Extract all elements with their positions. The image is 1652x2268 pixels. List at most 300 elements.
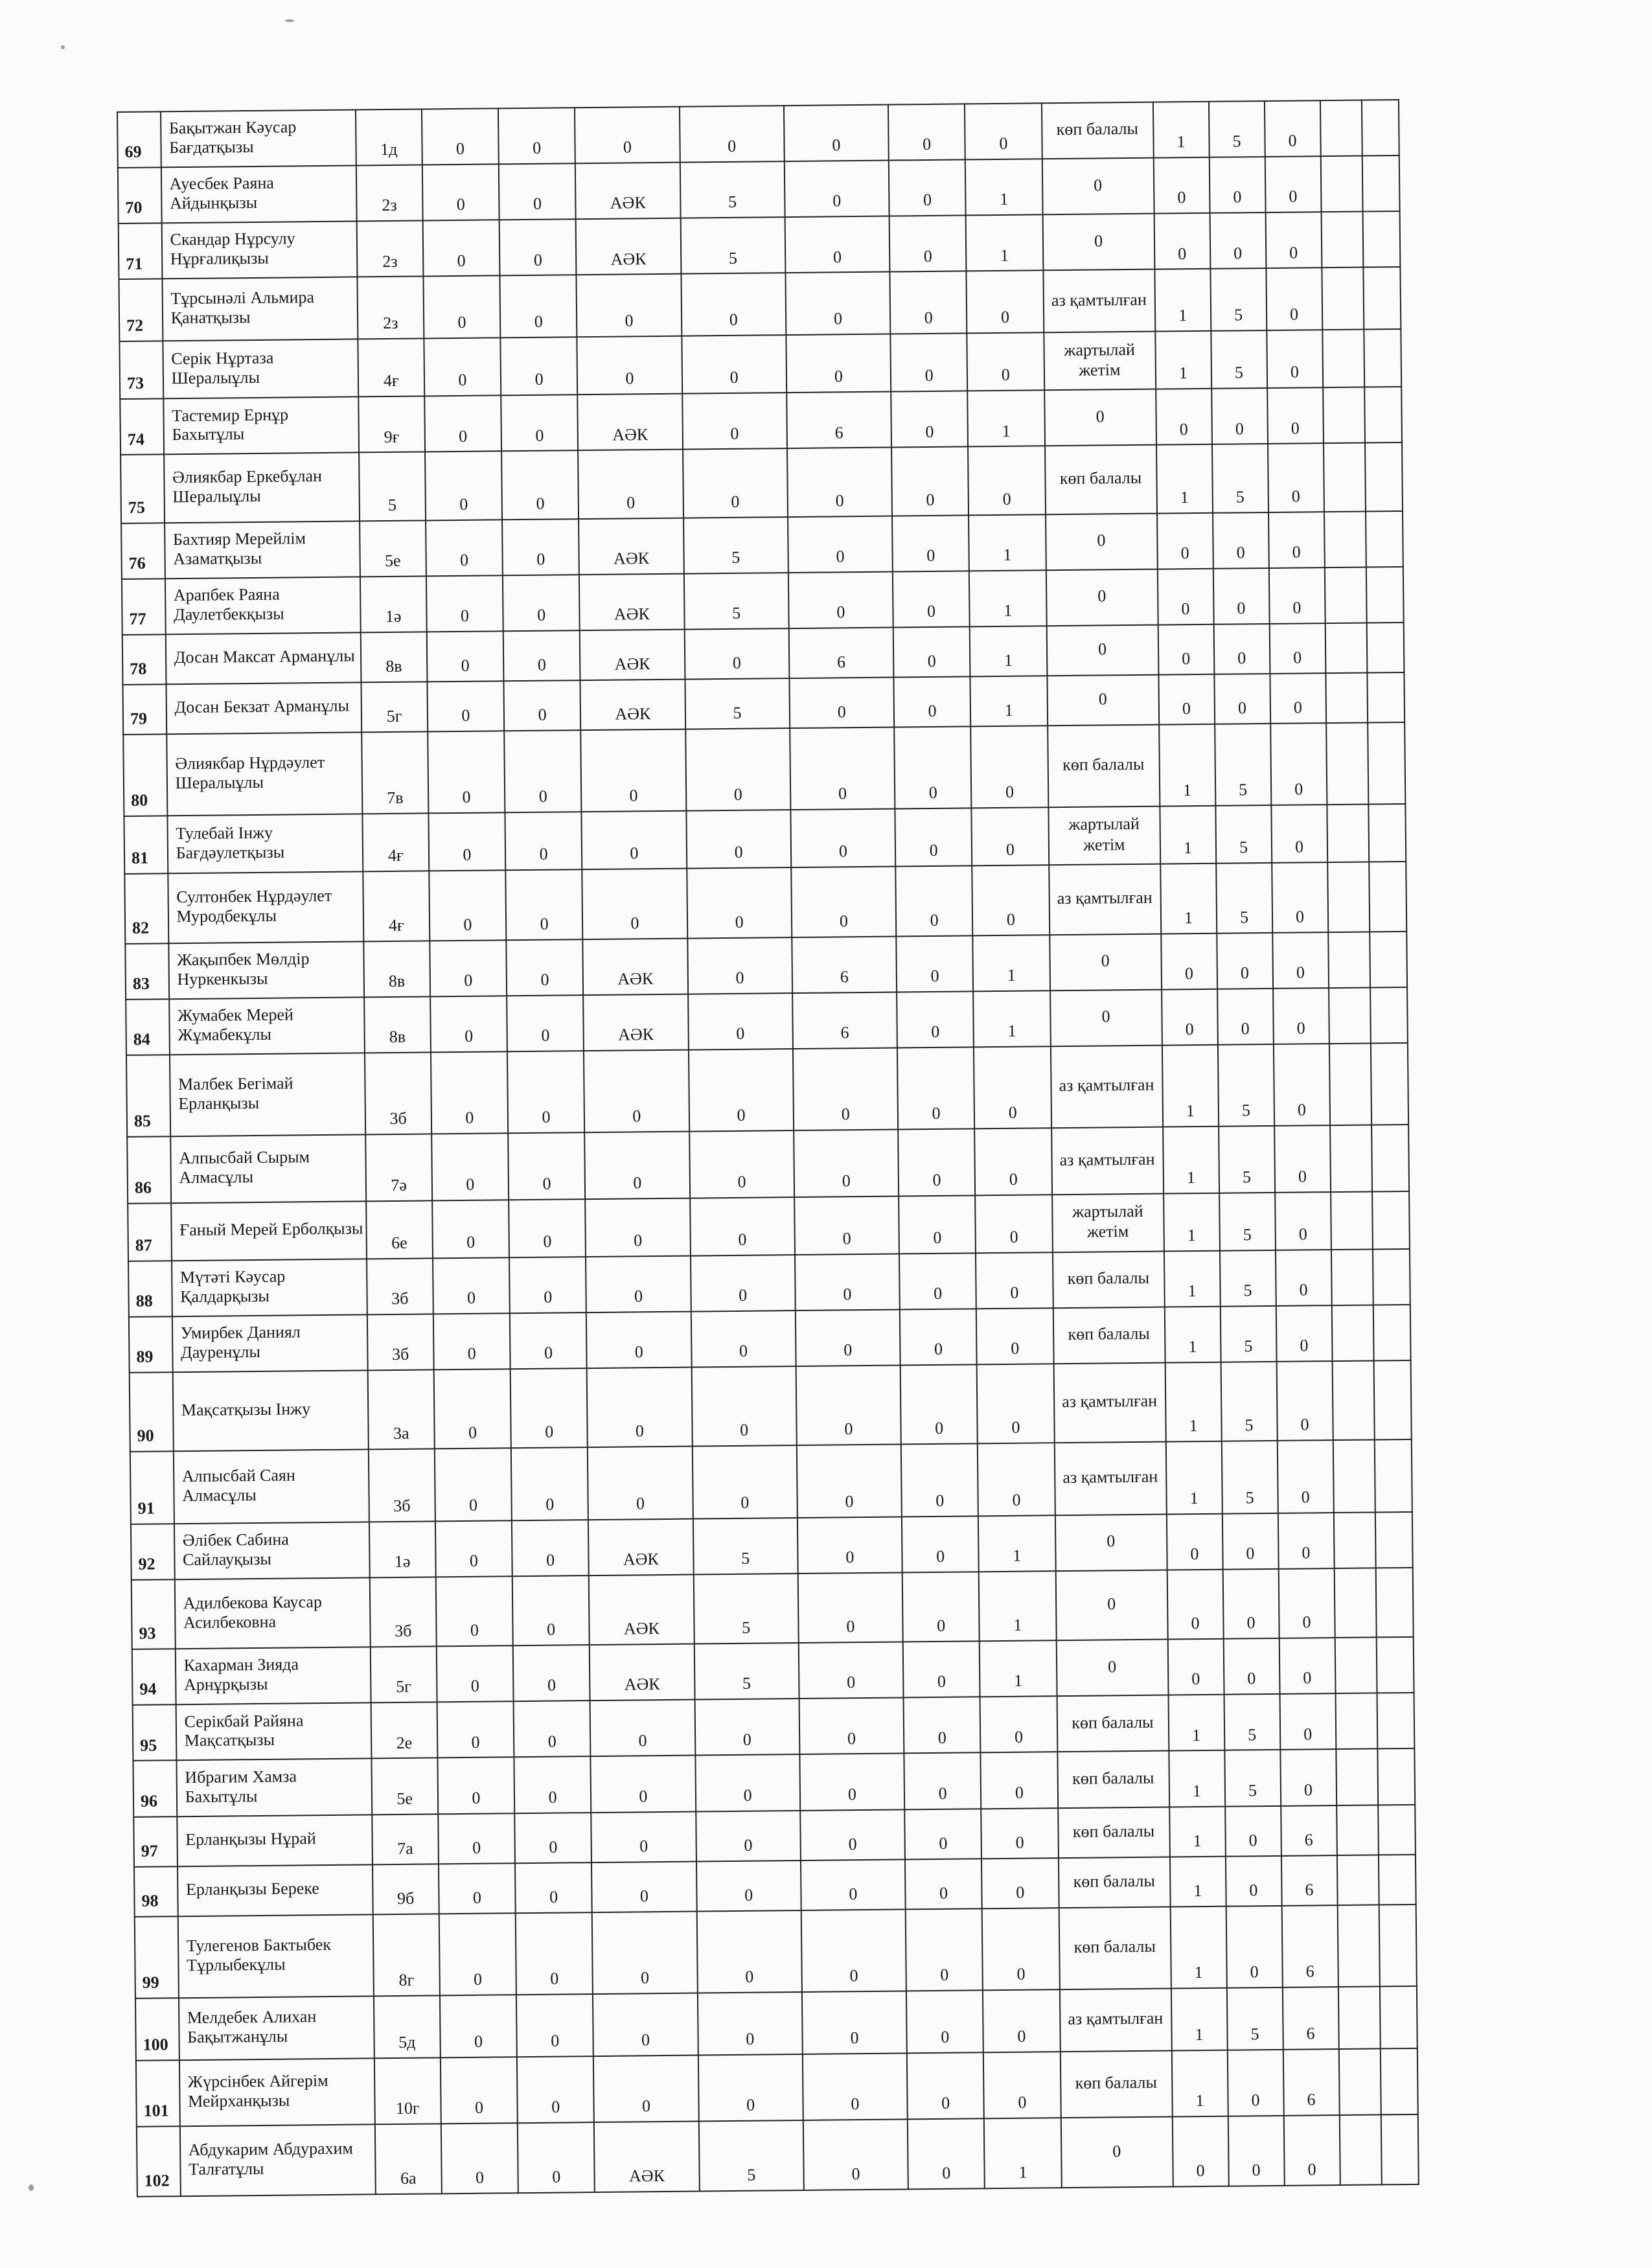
status-category: көп балалы — [1058, 1857, 1170, 1908]
empty-cell — [1367, 672, 1405, 723]
col-3-value: 0 — [578, 450, 683, 519]
col-2-value: 0 — [507, 995, 584, 1051]
col-3-value: АӘК — [579, 573, 684, 630]
row-number: 82 — [124, 873, 168, 943]
col-2-value: 0 — [505, 869, 582, 940]
col-4-value: 0 — [695, 1754, 800, 1811]
row-number: 87 — [128, 1203, 171, 1261]
row-number: 71 — [119, 223, 162, 280]
status-category: көп балалы — [1048, 725, 1160, 808]
col-6-value: 0 — [907, 2052, 984, 2120]
class-grade: 3б — [367, 1258, 433, 1314]
col-4-value: 0 — [691, 1311, 796, 1368]
col-9-value: 1 — [1159, 724, 1215, 807]
col-7-value: 0 — [981, 1858, 1059, 1908]
col-1-value: 0 — [427, 681, 504, 731]
col-2-value: 0 — [500, 337, 577, 395]
col-9-value: 0 — [1166, 1513, 1222, 1570]
empty-cell — [1363, 211, 1401, 268]
empty-cell — [1333, 1512, 1375, 1568]
col-2-value: 0 — [514, 1701, 591, 1757]
col-5-value: 0 — [789, 677, 894, 728]
student-name: Серік Нұртаза Шералыұлы — [163, 339, 358, 399]
status-category: жартылай жетім — [1044, 332, 1156, 391]
col-7-value: 1 — [969, 514, 1046, 571]
empty-cell — [1380, 1986, 1417, 2048]
col-6-value: 0 — [891, 391, 968, 448]
empty-cell — [1365, 442, 1403, 511]
class-grade: 4ғ — [358, 339, 424, 397]
student-name: Ерланқызы Нұрай — [177, 1815, 373, 1866]
col-1-value: 0 — [422, 220, 499, 277]
col-2-value: 0 — [516, 1994, 593, 2057]
status-category: 0 — [1042, 158, 1154, 215]
col-3-value: 0 — [586, 1312, 691, 1369]
col-7-value: 1 — [965, 159, 1042, 215]
col-6-value: 0 — [890, 334, 967, 392]
status-category: көп балалы — [1060, 2050, 1172, 2118]
col-4-value: 0 — [691, 1255, 796, 1312]
col-10-value: 5 — [1211, 330, 1267, 389]
col-9-value: 0 — [1162, 989, 1218, 1045]
col-10-value: 5 — [1224, 1750, 1281, 1806]
row-number: 74 — [120, 399, 163, 455]
col-1-value: 0 — [440, 1995, 517, 2057]
empty-cell — [1375, 1439, 1412, 1512]
col-10-value: 0 — [1213, 624, 1270, 674]
col-6-value: 0 — [893, 626, 970, 677]
col-4-value: 5 — [685, 678, 790, 729]
empty-cell — [1324, 443, 1366, 512]
status-category: 0 — [1046, 569, 1158, 626]
col-6-value: 0 — [893, 676, 970, 727]
class-grade: 5г — [361, 682, 428, 732]
col-6-value: 0 — [906, 1990, 983, 2053]
row-number: 92 — [131, 1524, 174, 1580]
row-number: 94 — [132, 1649, 176, 1705]
col-9-value: 1 — [1164, 1251, 1220, 1307]
empty-cell — [1378, 1805, 1416, 1855]
col-10-value: 0 — [1222, 1569, 1279, 1639]
empty-cell — [1377, 1637, 1414, 1693]
class-grade: 8в — [360, 632, 427, 682]
col-6-value: 0 — [901, 1364, 978, 1444]
row-number: 100 — [135, 1998, 179, 2060]
row-number: 70 — [118, 167, 161, 223]
class-grade: 3б — [369, 1577, 436, 1647]
row-number: 86 — [127, 1136, 171, 1203]
col-1-value: 0 — [431, 1051, 508, 1134]
row-number: 95 — [133, 1705, 176, 1761]
col-3-value: 0 — [592, 1911, 697, 1994]
class-grade: 1д — [356, 109, 422, 165]
col-9-value: 1 — [1153, 102, 1209, 158]
col-5-value: 0 — [785, 272, 890, 335]
col-1-value: 0 — [437, 1758, 514, 1814]
empty-cell — [1335, 1693, 1377, 1750]
col-3-value: 0 — [586, 1255, 691, 1312]
row-number: 93 — [132, 1579, 176, 1649]
col-11-value: 0 — [1268, 444, 1324, 512]
col-7-value: 0 — [972, 807, 1049, 865]
col-4-value: 0 — [682, 393, 787, 450]
col-2-value: 0 — [514, 1813, 591, 1863]
col-10-value: 5 — [1220, 1306, 1276, 1362]
col-7-value: 0 — [965, 103, 1042, 159]
student-name: Тулебай Інжу Бағдәулетқызы — [167, 814, 363, 873]
student-name: Жумабек Мерей Жұмабекұлы — [169, 997, 365, 1055]
col-5-value: 0 — [797, 1444, 902, 1518]
col-7-value: 1 — [978, 1515, 1055, 1572]
col-6-value: 0 — [889, 216, 967, 272]
empty-cell — [1379, 1855, 1416, 1905]
empty-cell — [1336, 1749, 1378, 1805]
col-2-value: 0 — [505, 812, 582, 870]
student-name: Серікбай Райяна Мақсатқызы — [176, 1703, 371, 1761]
row-number: 77 — [122, 578, 165, 635]
col-5-value: 0 — [801, 1859, 906, 1910]
col-10-value: 5 — [1226, 1987, 1283, 2050]
row-number: 79 — [122, 684, 166, 735]
col-4-value: 0 — [691, 1366, 796, 1446]
col-4-value: 5 — [680, 161, 785, 218]
empty-cell — [1325, 672, 1368, 723]
table-row — [135, 1905, 1417, 1999]
empty-cell — [1334, 1568, 1377, 1638]
col-2-value: 0 — [501, 451, 579, 520]
col-1-value: 0 — [430, 940, 507, 996]
col-5-value: 0 — [801, 1909, 906, 1992]
scan-speck — [61, 45, 65, 49]
col-4-value: 0 — [686, 810, 791, 869]
status-category: көп балалы — [1052, 1251, 1164, 1308]
table-row — [120, 442, 1403, 523]
table-row — [136, 2048, 1418, 2127]
col-9-value: 1 — [1165, 1441, 1222, 1514]
col-11-value: 0 — [1267, 330, 1323, 388]
col-4-value: 5 — [680, 217, 785, 274]
col-7-value: 0 — [982, 1908, 1059, 1990]
class-grade: 5д — [374, 1995, 441, 2058]
col-9-value: 0 — [1167, 1570, 1223, 1640]
empty-cell — [1320, 100, 1362, 157]
col-4-value: 0 — [688, 1049, 793, 1132]
col-11-value: 6 — [1281, 1855, 1337, 1906]
col-4-value: 0 — [688, 993, 793, 1050]
status-category: көп балалы — [1057, 1751, 1169, 1808]
student-name: Ауесбек Раяна Айдынқызы — [161, 166, 356, 223]
empty-cell — [1362, 100, 1399, 156]
col-6-value: 0 — [896, 935, 973, 992]
student-name: Бақытжан Кәусар Бағдатқызы — [161, 109, 356, 167]
col-10-value: 5 — [1212, 444, 1268, 512]
col-11-value: 0 — [1272, 862, 1328, 932]
col-1-value: 0 — [424, 396, 501, 452]
status-category: аз қамтылған — [1050, 1045, 1162, 1128]
student-name: Скандар Нұрсулу Нұрғалиқызы — [161, 222, 357, 279]
empty-cell — [1377, 1748, 1415, 1805]
status-category: 0 — [1042, 214, 1154, 271]
empty-cell — [1329, 987, 1371, 1044]
status-category: аз қамтылған — [1051, 1127, 1164, 1195]
col-9-value: 0 — [1153, 157, 1210, 214]
status-category: 0 — [1055, 1570, 1167, 1640]
col-11-value: 0 — [1283, 2115, 1340, 2186]
col-6-value: 0 — [897, 1047, 974, 1129]
col-9-value: 1 — [1165, 1362, 1221, 1441]
row-number: 88 — [128, 1261, 172, 1317]
col-2-value: 0 — [517, 2056, 594, 2124]
col-11-value: 0 — [1268, 512, 1325, 568]
col-10-value: 0 — [1227, 2049, 1283, 2116]
status-category: көп балалы — [1058, 1807, 1170, 1858]
table-row — [130, 1360, 1412, 1451]
col-3-value: 0 — [577, 274, 682, 337]
col-4-value: 0 — [698, 2054, 803, 2122]
table-row — [137, 2114, 1419, 2197]
col-9-value: 1 — [1160, 864, 1217, 934]
col-3-value: АӘК — [580, 629, 685, 680]
table-body — [117, 100, 1419, 2197]
col-7-value: 0 — [981, 1808, 1058, 1859]
col-6-value: 0 — [904, 1697, 981, 1754]
empty-cell — [1370, 932, 1407, 988]
col-10-value: 0 — [1210, 212, 1266, 269]
empty-cell — [1330, 1125, 1372, 1191]
col-10-value: 0 — [1213, 512, 1269, 569]
col-11-value: 0 — [1270, 673, 1326, 724]
class-grade: 3а — [367, 1370, 434, 1449]
empty-cell — [1369, 862, 1406, 932]
col-11-value: 0 — [1276, 1305, 1332, 1362]
col-7-value: 1 — [979, 1571, 1056, 1642]
empty-cell — [1327, 862, 1370, 932]
class-grade: 5г — [370, 1647, 437, 1703]
col-5-value: 0 — [796, 1366, 901, 1445]
col-2-value: 0 — [499, 163, 576, 220]
col-1-value: 0 — [431, 1133, 509, 1200]
empty-cell — [1337, 1855, 1379, 1905]
col-1-value: 0 — [433, 1369, 511, 1449]
col-7-value: 1 — [970, 626, 1047, 676]
col-6-value: 0 — [894, 726, 971, 808]
col-4-value: 0 — [685, 728, 790, 811]
col-5-value: 0 — [799, 1642, 904, 1699]
empty-cell — [1368, 722, 1405, 805]
col-7-value: 0 — [983, 2052, 1061, 2119]
col-3-value: 0 — [593, 2055, 698, 2122]
col-2-value: 0 — [511, 1368, 588, 1448]
row-number: 84 — [126, 999, 169, 1055]
col-10-value: 0 — [1217, 989, 1274, 1045]
col-9-value: 0 — [1167, 1639, 1224, 1695]
col-5-value: 0 — [799, 1754, 904, 1811]
col-6-value: 0 — [901, 1443, 978, 1517]
col-11-value: 0 — [1275, 1250, 1331, 1306]
class-grade: 9б — [373, 1864, 439, 1914]
col-4-value: 0 — [687, 867, 792, 938]
row-number: 97 — [133, 1816, 177, 1867]
table-row — [135, 1986, 1417, 2061]
col-6-value: 0 — [906, 1908, 983, 1991]
empty-cell — [1326, 722, 1369, 805]
col-9-value: 0 — [1157, 512, 1213, 569]
status-category: 0 — [1050, 989, 1162, 1046]
col-4-value: 0 — [696, 1811, 801, 1862]
col-7-value: 1 — [980, 1640, 1057, 1697]
status-category: көп балалы — [1045, 445, 1157, 514]
col-4-value: 0 — [684, 628, 789, 680]
student-name: Бахтияр Мерейлім Азаматқызы — [165, 521, 360, 578]
col-11-value: 0 — [1277, 1440, 1333, 1513]
row-number: 80 — [123, 734, 167, 816]
empty-cell — [1371, 1043, 1408, 1125]
col-2-value: 0 — [503, 680, 580, 731]
col-11-value: 0 — [1268, 567, 1325, 624]
class-grade: 1ә — [369, 1521, 436, 1577]
student-name: Умирбек Даниял Дауренұлы — [172, 1314, 368, 1372]
col-1-value: 0 — [432, 1200, 509, 1258]
empty-cell — [1370, 987, 1408, 1044]
col-6-value: 0 — [898, 1128, 975, 1196]
row-number: 69 — [117, 111, 161, 168]
col-3-value: АӘК — [583, 938, 688, 995]
col-1-value: 0 — [424, 338, 501, 396]
col-1-value: 0 — [433, 1313, 511, 1369]
class-grade: 3б — [368, 1449, 435, 1522]
col-9-value: 0 — [1157, 568, 1213, 624]
col-2-value: 0 — [504, 730, 581, 812]
col-9-value: 1 — [1155, 331, 1211, 389]
col-11-value: 0 — [1265, 156, 1321, 212]
class-grade: 8в — [364, 996, 431, 1053]
col-3-value: 0 — [584, 1049, 689, 1132]
scan-speck — [285, 19, 294, 22]
class-grade: 2з — [356, 165, 422, 222]
student-name: Мелдебек Алихан Бақытжанұлы — [179, 1996, 374, 2060]
col-4-value: 0 — [681, 273, 786, 336]
col-5-value: 0 — [788, 516, 893, 573]
empty-cell — [1363, 267, 1401, 329]
col-4-value: 0 — [679, 106, 784, 163]
status-category: жартылай жетім — [1048, 807, 1160, 865]
col-2-value: 0 — [509, 1257, 586, 1313]
col-9-value: 1 — [1160, 806, 1216, 864]
class-grade: 5 — [359, 452, 426, 521]
col-5-value: 0 — [786, 334, 891, 393]
col-5-value: 0 — [803, 2053, 908, 2120]
empty-cell — [1379, 1905, 1417, 1987]
status-category: аз қамтылған — [1054, 1441, 1166, 1515]
col-4-value: 5 — [693, 1518, 797, 1575]
col-7-value: 0 — [978, 1443, 1055, 1516]
col-2-value: 0 — [501, 395, 578, 452]
row-number: 73 — [119, 341, 163, 399]
col-5-value: 0 — [795, 1254, 900, 1311]
col-1-value: 0 — [428, 731, 505, 813]
col-11-value: 0 — [1275, 1192, 1331, 1250]
col-2-value: 0 — [514, 1757, 591, 1813]
col-4-value: 0 — [694, 1699, 799, 1756]
col-10-value: 5 — [1221, 1440, 1278, 1513]
col-5-value: 0 — [796, 1309, 901, 1366]
col-6-value: 0 — [888, 104, 965, 160]
col-11-value: 0 — [1279, 1638, 1335, 1694]
col-9-value: 1 — [1169, 1856, 1226, 1907]
empty-cell — [1324, 511, 1366, 567]
col-3-value: АӘК — [590, 1644, 694, 1701]
col-5-value: 0 — [794, 1129, 899, 1197]
col-1-value: 0 — [435, 1520, 512, 1577]
col-4-value: 0 — [690, 1197, 795, 1256]
col-6-value: 0 — [897, 991, 974, 1048]
col-2-value: 0 — [503, 630, 580, 681]
student-name: Мүтәті Кәусар Қалдарқызы — [172, 1259, 367, 1316]
col-10-value: 5 — [1208, 101, 1265, 157]
col-7-value: 0 — [970, 726, 1048, 808]
col-11-value: 0 — [1276, 1361, 1333, 1440]
status-category: 0 — [1047, 674, 1159, 726]
col-7-value: 1 — [970, 676, 1048, 726]
col-6-value: 0 — [904, 1753, 981, 1809]
student-name: Досан Бекзат Арманұлы — [166, 682, 361, 734]
col-10-value: 5 — [1219, 1193, 1276, 1251]
table-row — [126, 1043, 1408, 1137]
empty-cell — [1362, 155, 1400, 212]
col-1-value: 0 — [435, 1448, 512, 1521]
col-11-value: 0 — [1271, 805, 1327, 863]
col-11-value: 0 — [1265, 212, 1322, 268]
empty-cell — [1332, 1361, 1375, 1440]
col-2-value: 0 — [508, 1132, 585, 1200]
student-name: Алпысбай Саян Алмасұлы — [173, 1449, 369, 1524]
col-6-value: 0 — [902, 1572, 980, 1642]
row-number: 102 — [137, 2126, 181, 2196]
col-9-value: 1 — [1164, 1193, 1220, 1251]
col-10-value: 5 — [1221, 1362, 1277, 1441]
col-6-value: 0 — [904, 1809, 981, 1859]
table-row — [132, 1568, 1414, 1649]
col-1-value: 0 — [439, 1913, 516, 1995]
col-6-value: 0 — [895, 808, 972, 866]
col-2-value: 0 — [509, 1199, 586, 1257]
student-name: Әлібек Сабина Сайлауқызы — [174, 1522, 370, 1579]
col-10-value: 0 — [1209, 157, 1265, 213]
col-3-value: 0 — [590, 1700, 695, 1757]
row-number: 101 — [136, 2060, 180, 2127]
col-5-value: 0 — [797, 1572, 902, 1643]
student-name: Тулегенов Бактыбек Тұрлыбекұлы — [178, 1914, 373, 1998]
student-name: Мақсатқызы Інжу — [172, 1371, 368, 1451]
empty-cell — [1322, 268, 1364, 330]
col-4-value: 5 — [694, 1643, 799, 1700]
col-5-value: 0 — [793, 1048, 898, 1130]
col-4-value: 0 — [696, 1910, 801, 1993]
col-11-value: 0 — [1278, 1513, 1334, 1569]
class-grade: 8в — [363, 941, 430, 997]
row-number: 98 — [134, 1866, 178, 1917]
col-3-value: АӘК — [583, 994, 688, 1051]
col-6-value: 0 — [889, 271, 967, 334]
status-category: көп балалы — [1057, 1695, 1169, 1752]
col-10-value: 5 — [1217, 1044, 1274, 1127]
class-grade: 9ғ — [358, 396, 425, 453]
col-1-value: 0 — [438, 1813, 515, 1864]
col-3-value: 0 — [591, 1756, 696, 1813]
col-10-value: 0 — [1211, 388, 1268, 444]
row-number: 85 — [126, 1055, 170, 1137]
empty-cell — [1338, 2048, 1381, 2115]
